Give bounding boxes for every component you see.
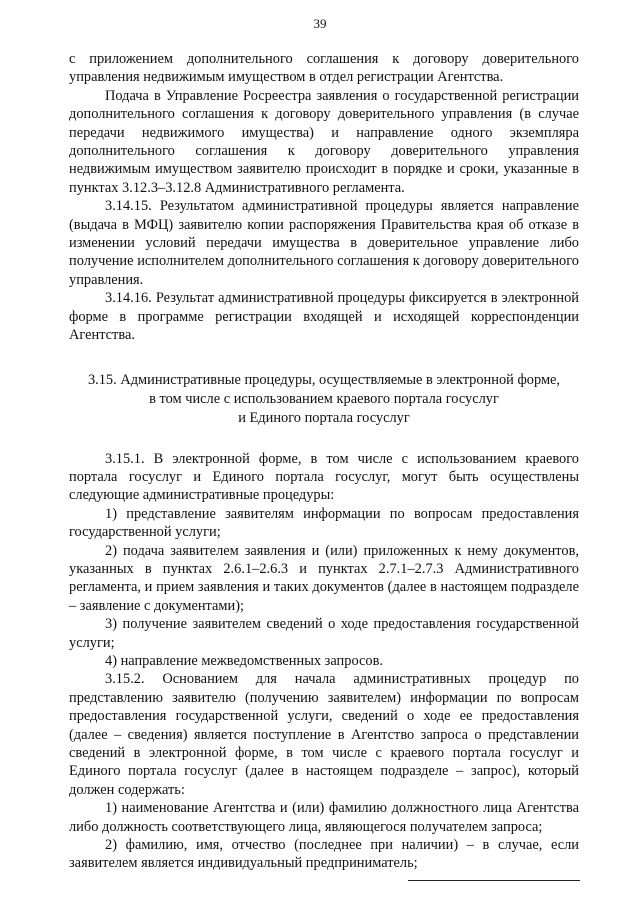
list-item: 1) представление заявителям информации по вопросам предоставления государственной услуги;: [69, 505, 579, 541]
paragraph: 3.14.16. Результат административной процедуры фиксируется в электронной форме в программе регистрации входящей и исходящей корреспонденции Агентства.: [69, 290, 579, 344]
paragraph: Подача в Управление Росреестра заявления о государственной регистрации дополнительного соглашения к договору доверительного управления (в случае передачи недвижимого имущества) и направление одного экземпляра дополнительного соглашения к договору доверительного управления недвижимым имуществом заявителю происходит в порядке и сроки, указанные в пунктах 3.12.3–3.12.8 Административного регламента.: [69, 87, 579, 196]
paragraph: 3.14.15. Результатом административной процедуры является направление (выдача в МФЦ) заявителю копии распоряжения Правительства края об отказе в изменении условий передачи имущества в доверительное управление либо получение исполнителем дополнительного соглашения к договору доверительного управления.: [69, 198, 579, 288]
list-item: 2) подача заявителем заявления и (или) приложенных к нему документов, указанных в пунктах 2.6.1–2.6.3 и пунктах 2.7.1–2.7.3 Административного регламента, и прием заявления и таких документов (далее в настоящем подразделе – заявление с документами);: [69, 542, 579, 614]
document-body: [69, 50, 579, 873]
paragraph: 3.15.1. В электронной форме, в том числе с использованием краевого портала госуслуг и Единого портала госуслуг, могут быть осуществлены следующие административные процедуры:: [69, 450, 579, 504]
section-heading: [69, 371, 579, 428]
list-item: 4) направление межведомственных запросов.: [105, 652, 383, 669]
paragraph: с приложением дополнительного соглашения к договору доверительного управления недвижимым имуществом в отдел регистрации Агентства.: [69, 51, 579, 86]
section-heading-line: и Единого портала госуслуг: [238, 409, 410, 426]
paragraph: 3.15.2. Основанием для начала административных процедур по представлению заявителю (получению заявителем) информации по вопросам предоставления государственной услуги, сведений о ходе ее предоставления (далее – сведения) является поступление в Агентство запроса о представлении сведений в электронной форме, в том числе с краевого портала госуслуг и Единого портала госуслуг (далее в настоящем подразделе – запрос), который должен содержать:: [69, 671, 579, 798]
page-number: 39: [313, 16, 327, 31]
list-item: 3) получение заявителем сведений о ходе предоставления государственной услуги;: [69, 616, 579, 651]
footer-rule: [408, 880, 580, 881]
section-heading-line: 3.15. Административные процедуры, осуществляемые в электронной форме,: [87, 371, 561, 388]
list-item: 1) наименование Агентства и (или) фамилию должностного лица Агентства либо должность соответствующего лица, являющегося получателем запроса;: [69, 800, 579, 835]
list-item: 2) фамилию, имя, отчество (последнее при наличии) – в случае, если заявителем является индивидуальный предприниматель;: [69, 837, 579, 872]
section-heading-line: в том числе с использованием краевого портала госуслуг: [149, 390, 499, 407]
